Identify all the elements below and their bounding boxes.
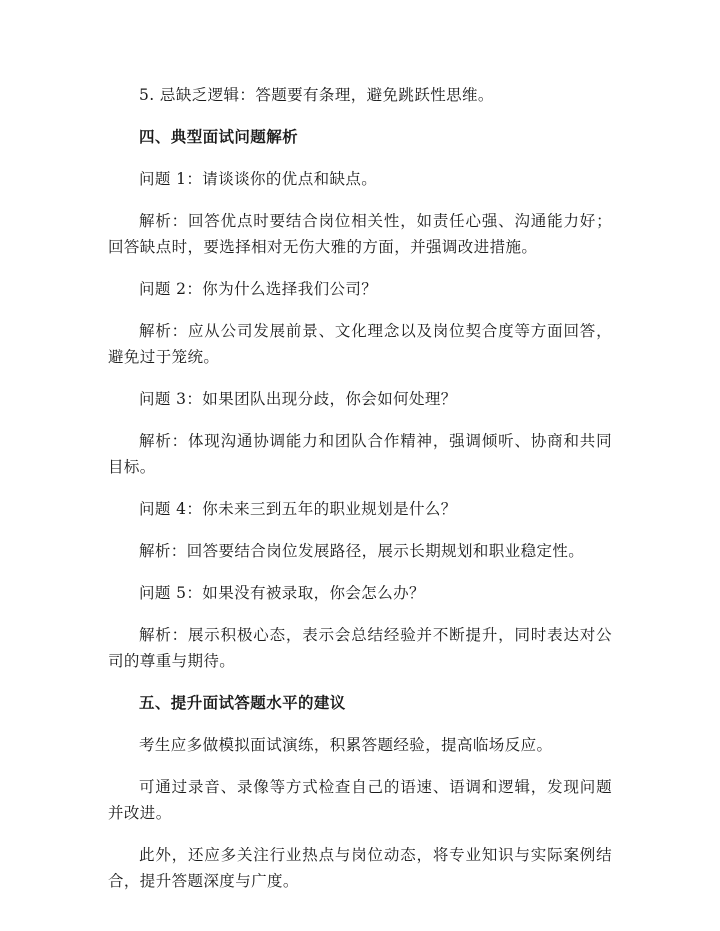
answer-1: 解析：回答优点时要结合岗位相关性，如责任心强、沟通能力好；回答缺点时，要选择相对无伤大雅的方面，并强调改进措施。 [108,212,612,256]
suggestion-2: 可通过录音、录像等方式检查自己的语速、语调和逻辑，发现问题并改进。 [108,778,612,822]
question-3: 问题 3：如果团队出现分歧，你会如何处理？ [139,390,457,408]
question-5: 问题 5：如果没有被录取，你会怎么办？ [139,584,425,602]
document-page [108,82,612,910]
suggestion-3: 此外，还应多关注行业热点与岗位动态，将专业知识与实际案例结合，提升答题深度与广度。 [108,846,612,890]
question-4: 问题 4：你未来三到五年的职业规划是什么？ [139,500,457,518]
section-5-heading: 五、提升面试答题水平的建议 [139,693,346,712]
rule-5-paragraph: 5. 忌缺乏逻辑：答题要有条理，避免跳跃性思维。 [139,86,494,104]
answer-3: 解析：体现沟通协调能力和团队合作精神，强调倾听、协商和共同目标。 [108,432,612,476]
answer-5: 解析：展示积极心态，表示会总结经验并不断提升，同时表达对公司的尊重与期待。 [108,626,612,670]
answer-2: 解析：应从公司发展前景、文化理念以及岗位契合度等方面回答，避免过于笼统。 [108,322,612,366]
question-2: 问题 2：你为什么选择我们公司？ [139,280,378,298]
section-4-heading: 四、典型面试问题解析 [139,127,299,146]
answer-4: 解析：回答要结合岗位发展路径，展示长期规划和职业稳定性。 [139,542,585,560]
question-1: 问题 1：请谈谈你的优点和缺点。 [139,170,378,188]
suggestion-1: 考生应多做模拟面试演练，积累答题经验，提高临场反应。 [139,736,553,754]
